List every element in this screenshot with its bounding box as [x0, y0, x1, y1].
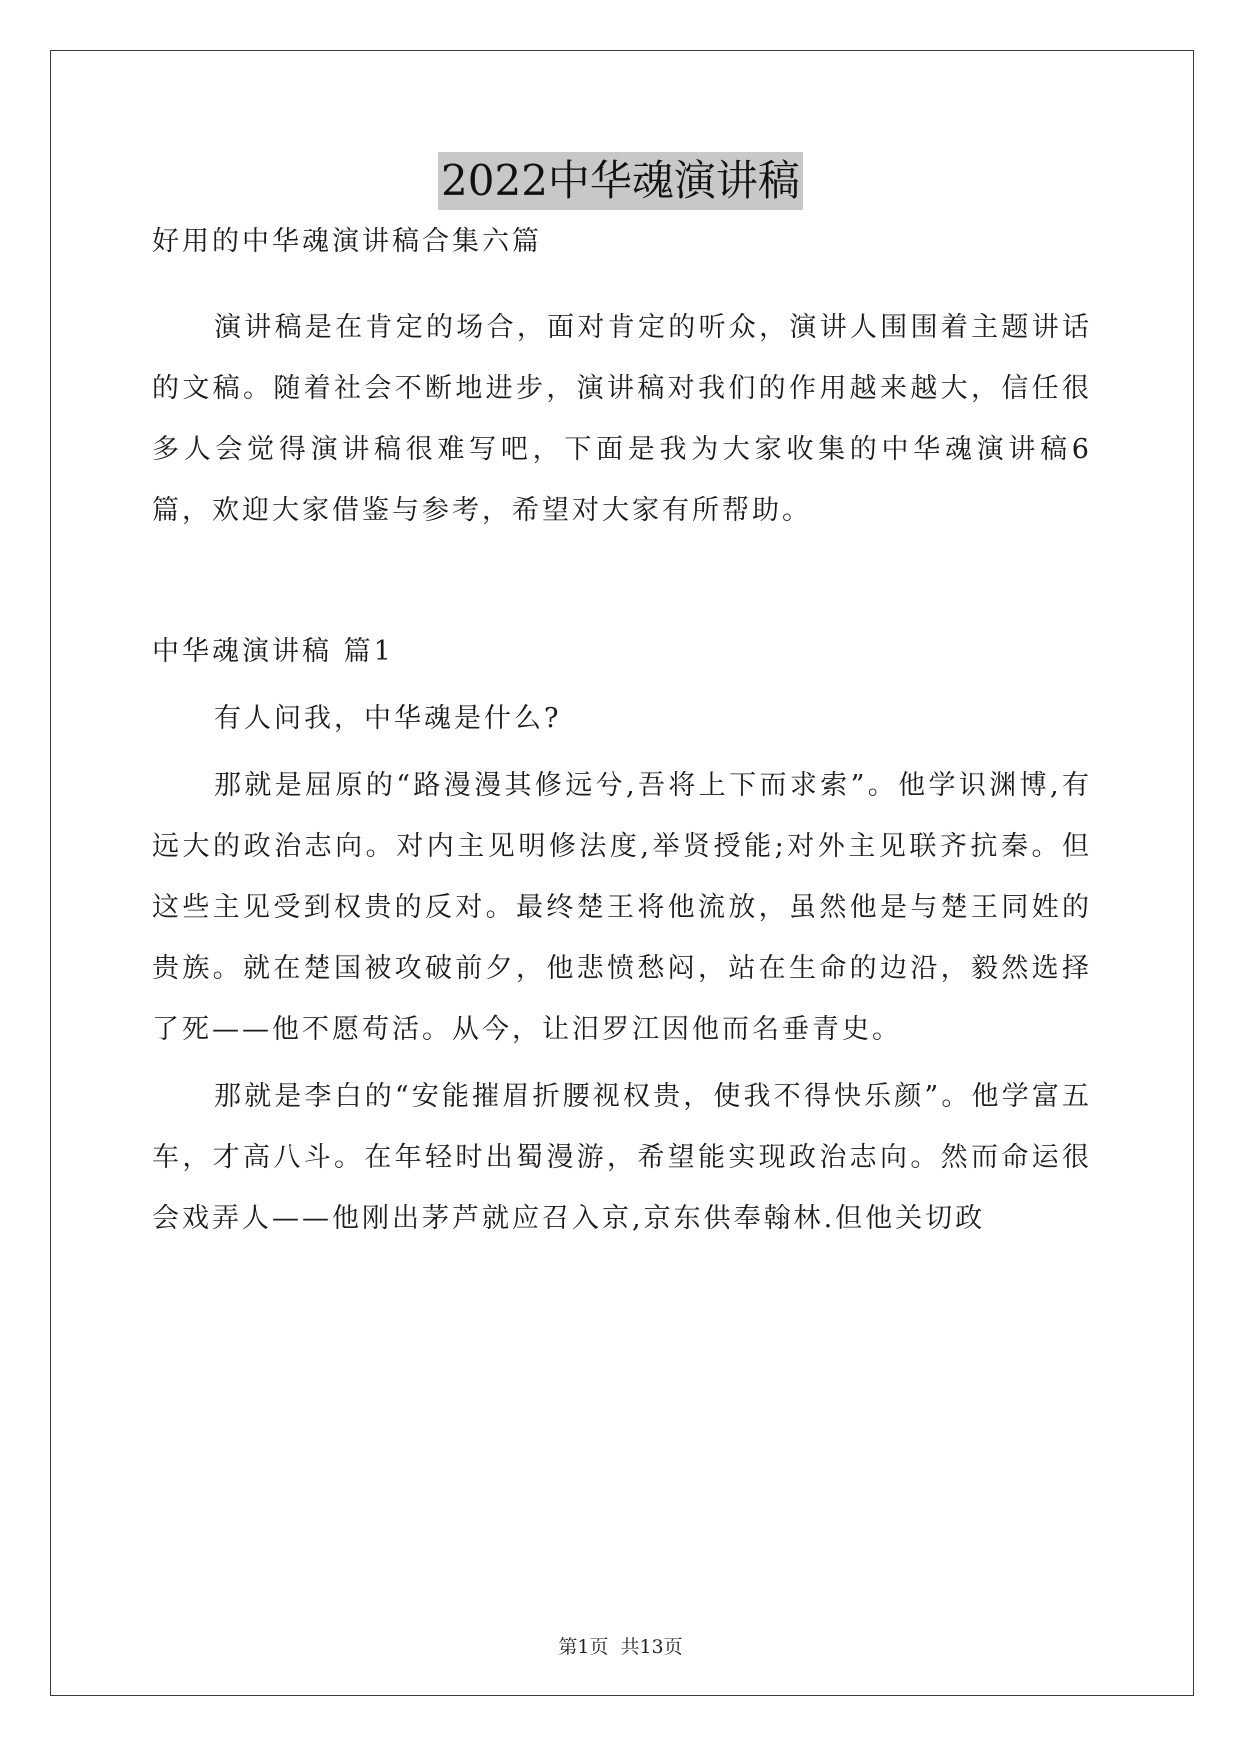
document-title: 2022中华魂演讲稿	[438, 152, 803, 210]
page-total: 共13页	[620, 1636, 683, 1658]
page-number: 第1页	[558, 1636, 609, 1658]
document-subtitle: 好用的中华魂演讲稿合集六篇	[152, 226, 542, 257]
section-heading: 中华魂演讲稿 篇1	[152, 636, 394, 667]
page-footer	[0, 1632, 1241, 1659]
section-spacer	[152, 541, 1092, 621]
body-paragraph: 那就是李白的“安能摧眉折腰视权贵，使我不得快乐颜”。他学富五车，才高八斗。在年轻时出蜀漫游，希望能实现政治志向。然而命运很会戏弄人——他刚出茅芦就应召入京,京东供奉翰林.但他关切政	[152, 1081, 1092, 1234]
intro-paragraph: 演讲稿是在肯定的场合，面对肯定的听众，演讲人围围着主题讲话的文稿。随着社会不断地进步，演讲稿对我们的作用越来越大，信任很多人会觉得演讲稿很难写吧，下面是我为大家收集的中华魂演讲稿6篇，欢迎大家借鉴与参考，希望对大家有所帮助。	[152, 312, 1092, 526]
title-container	[0, 152, 1241, 210]
document-body	[152, 225, 1092, 1249]
body-paragraph: 有人问我，中华魂是什么?	[214, 703, 562, 734]
body-paragraph: 那就是屈原的“路漫漫其修远兮,吾将上下而求索”。他学识渊博,有远大的政治志向。对内主见明修法度,举贤授能;对外主见联齐抗秦。但这些主见受到权贵的反对。最终楚王将他流放，虽然他是与楚王同姓的贵族。就在楚国被攻破前夕，他悲愤愁闷，站在生命的边沿，毅然选择了死——他不愿苟活。从今，让汨罗江因他而名垂青史。	[152, 770, 1092, 1045]
